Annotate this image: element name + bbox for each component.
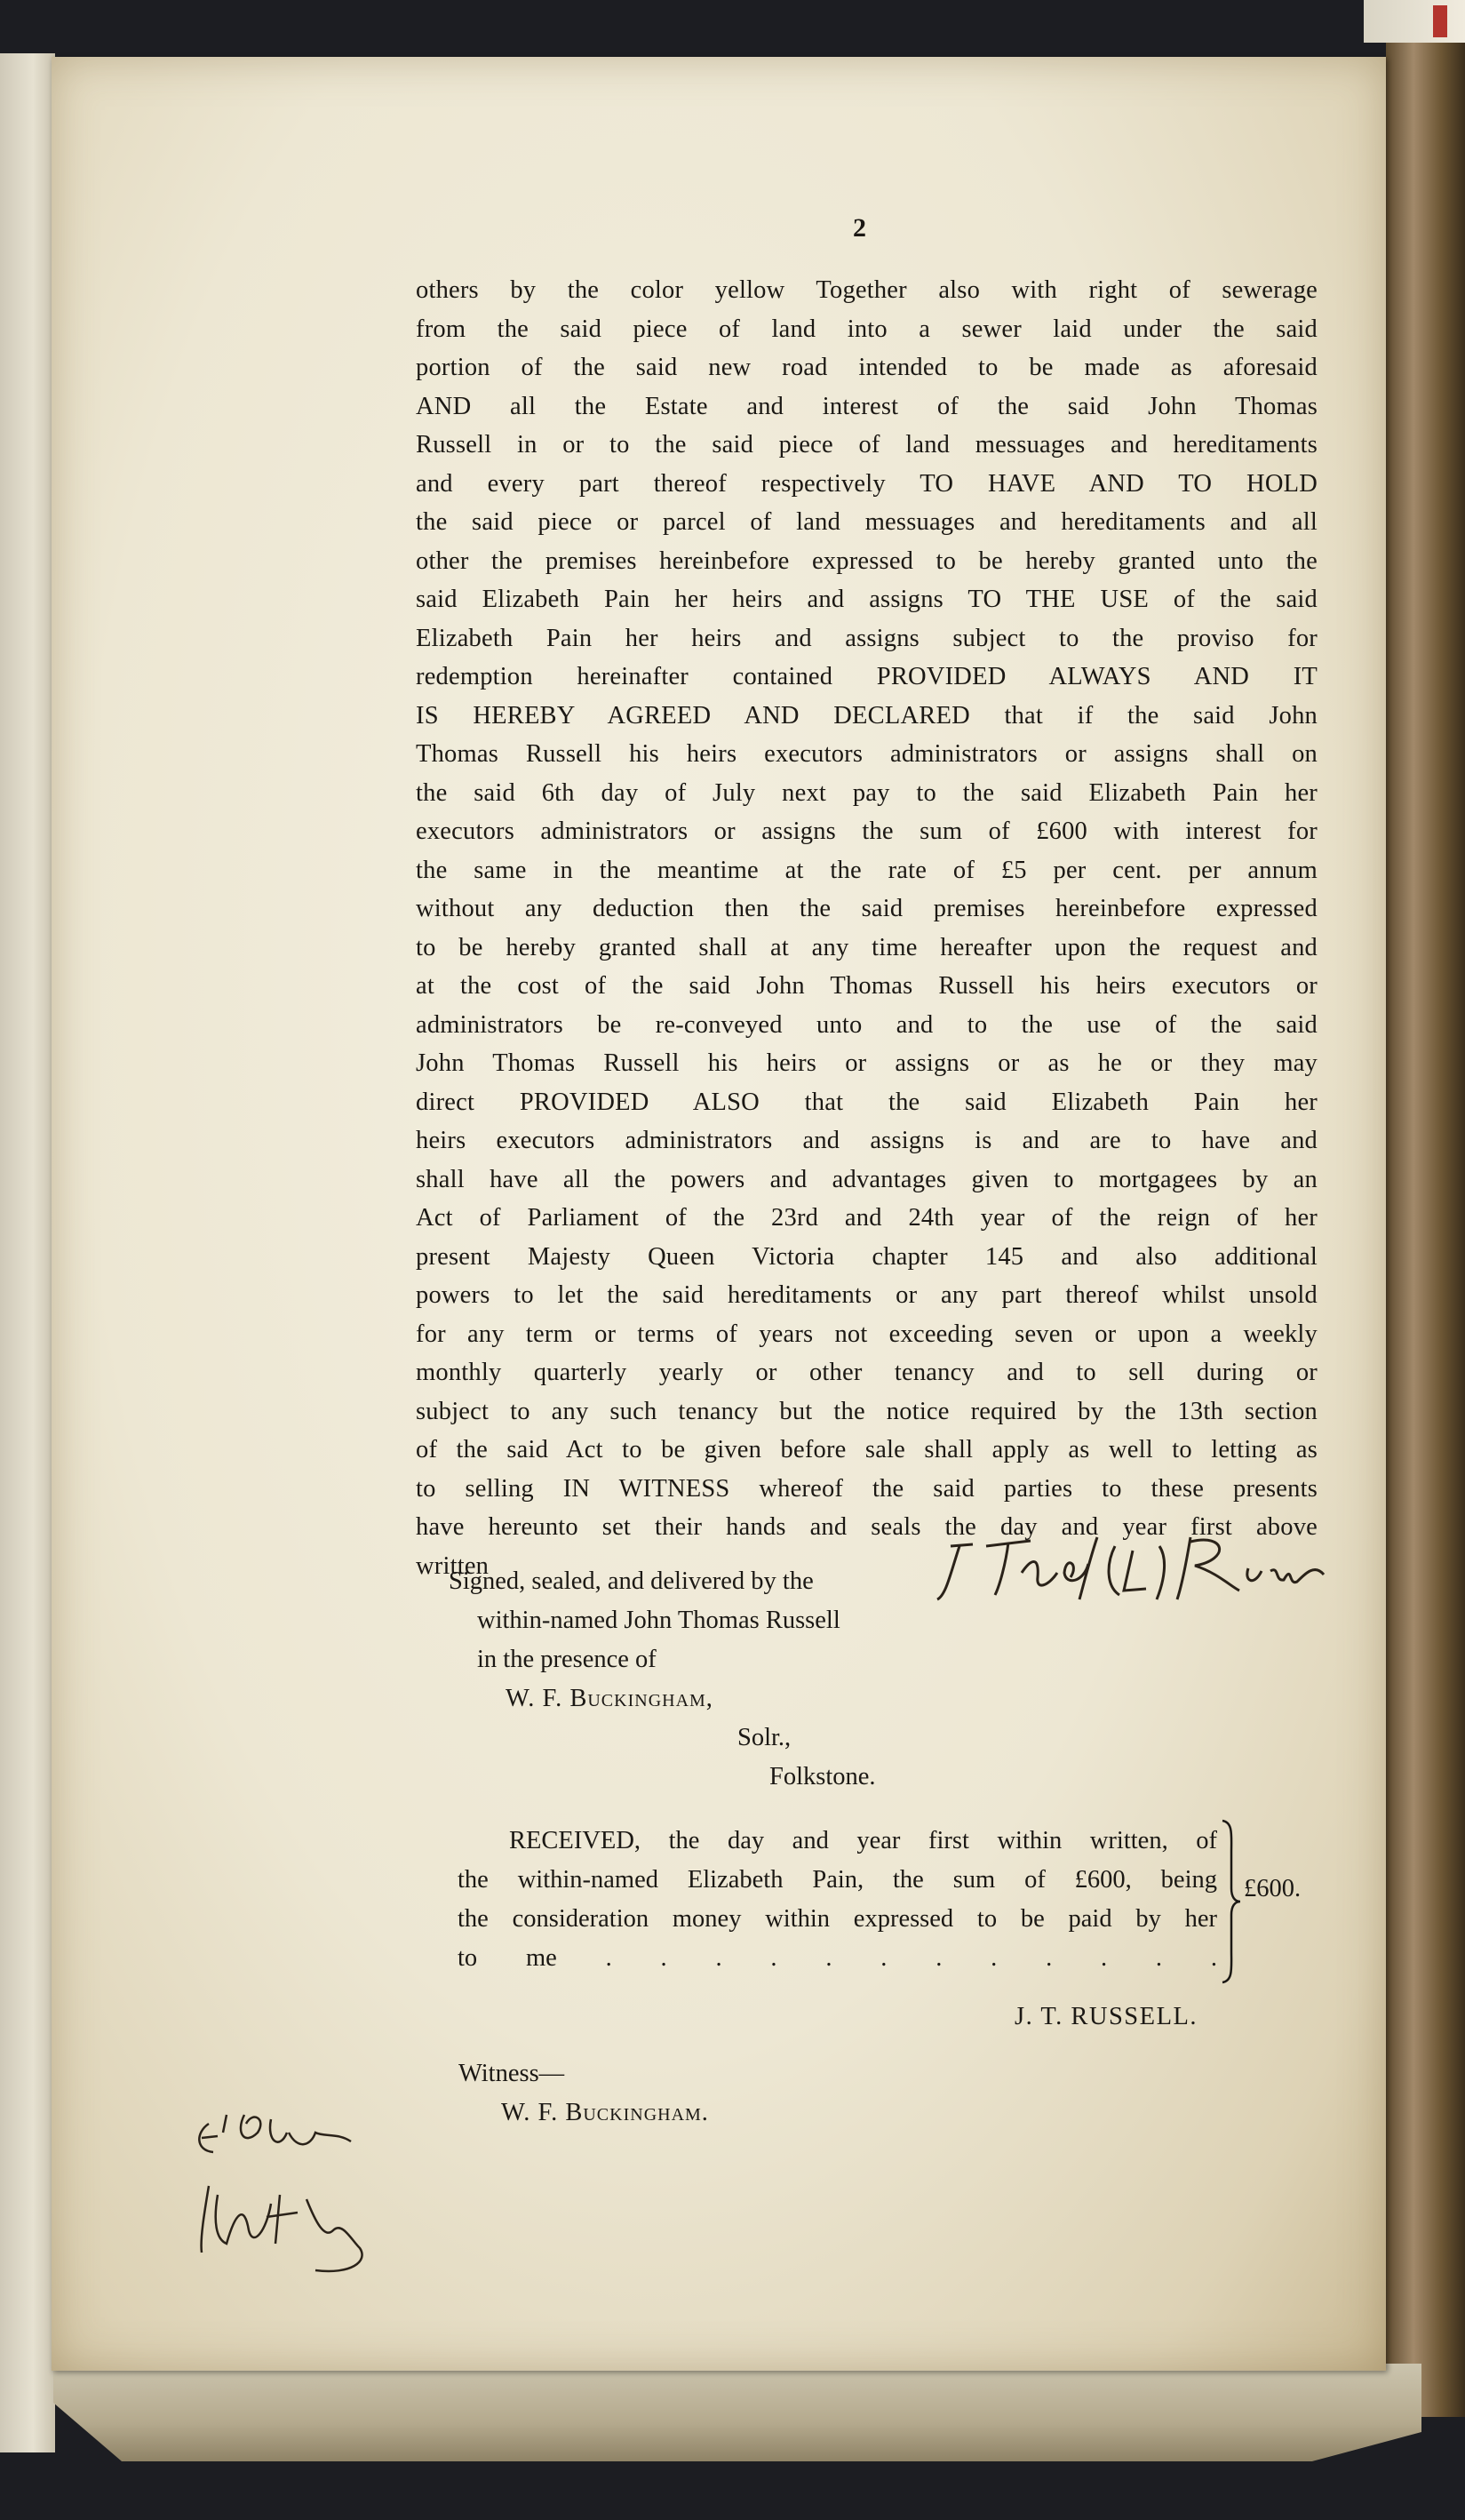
witness-label: Witness—	[458, 2060, 565, 2087]
body-line: present Majesty Queen Victoria chapter 145 and also additional	[416, 1242, 1318, 1271]
witness-name-final: W. F. Buckingham.	[501, 2099, 709, 2126]
deed-body-text	[416, 271, 1318, 1585]
body-line: written	[416, 1551, 490, 1580]
receipt-signatory: J. T. RUSSELL.	[1015, 2003, 1198, 2030]
body-line: other the premises hereinbefore expressed to be hereby granted unto the	[416, 546, 1318, 575]
receipt-amount: £600.	[1244, 1875, 1302, 1902]
body-line: the same in the meantime at the rate of £5 per cent. per annum	[416, 856, 1318, 884]
receipt-block	[458, 1822, 1217, 1978]
witness-block	[458, 2054, 709, 2133]
body-line: Thomas Russell his heirs executors administrators or assigns shall on	[416, 740, 1318, 768]
witness-title: Solr.,	[737, 1724, 792, 1751]
attestation-block	[449, 1562, 876, 1797]
left-page-edge	[0, 53, 55, 2452]
page-number: 2	[853, 213, 866, 243]
binding-edge	[1386, 36, 1465, 2417]
receipt-line-3: the consideration money within expressed to be paid by her	[458, 1905, 1217, 1933]
bottom-fold	[53, 2364, 1421, 2461]
body-line: administrators be re-conveyed unto and to the use of the said	[416, 1010, 1318, 1039]
body-line: executors administrators or assigns the sum of £600 with interest for	[416, 817, 1318, 845]
signature-image	[924, 1511, 1342, 1617]
body-line: Elizabeth Pain her heirs and assigns subject to the proviso for	[416, 624, 1318, 652]
right-brace	[1219, 1817, 1244, 1986]
body-line: monthly quarterly yearly or other tenancy and to sell during or	[416, 1359, 1318, 1386]
body-line: redemption hereinafter contained PROVIDED ALWAYS AND IT	[416, 663, 1318, 690]
margin-handwriting-image	[182, 2097, 386, 2284]
body-line: from the said piece of land into a sewer laid under the said	[416, 315, 1318, 343]
body-line: Russell in or to the said piece of land messuages and hereditaments	[416, 431, 1318, 459]
body-line: heirs executors administrators and assigns is and are to have and	[416, 1127, 1318, 1154]
body-line: without any deduction then the said premises hereinbefore expressed	[416, 895, 1318, 922]
witness-place: Folkstone.	[769, 1763, 876, 1790]
receipt-line-1: RECEIVED, the day and year first within written, of	[509, 1827, 1217, 1854]
body-line: to be hereby granted shall at any time hereafter upon the request and	[416, 933, 1318, 961]
body-line: the said piece or parcel of land messuages and hereditaments and all	[416, 508, 1318, 536]
body-line: said Elizabeth Pain her heirs and assigns TO THE USE of the said	[416, 586, 1318, 613]
body-line: shall have all the powers and advantages given to mortgagees by an	[416, 1165, 1318, 1193]
body-line: direct PROVIDED ALSO that the said Elizabeth Pain her	[416, 1088, 1318, 1116]
body-line: to selling IN WITNESS whereof the said parties to these presents	[416, 1474, 1318, 1503]
witness-name: W. F. Buckingham,	[506, 1685, 713, 1712]
red-tab-mark	[1433, 5, 1447, 37]
body-line: AND all the Estate and interest of the said John Thomas	[416, 392, 1318, 420]
body-line: powers to let the said hereditaments or any part thereof whilst unsold	[416, 1281, 1318, 1309]
body-line: others by the color yellow Together also with right of sewerage	[416, 276, 1318, 304]
body-line: portion of the said new road intended to be made as aforesaid	[416, 354, 1318, 381]
body-line: and every part thereof respectively TO HAVE AND TO HOLD	[416, 469, 1318, 498]
attestation-line-3: in the presence of	[477, 1646, 657, 1673]
receipt-line-2: the within-named Elizabeth Pain, the sum of £600, being	[458, 1866, 1217, 1894]
attestation-line-1: Signed, sealed, and delivered by the	[449, 1567, 814, 1595]
attestation-line-2: within-named John Thomas Russell	[477, 1607, 840, 1634]
body-line: at the cost of the said John Thomas Russell his heirs executors or	[416, 972, 1318, 1000]
receipt-line-4: to me . . . . . . . . . . . .	[458, 1944, 1217, 1972]
body-line: have hereunto set their hands and seals the day and year first above	[416, 1513, 1318, 1541]
body-line: the said 6th day of July next pay to the said Elizabeth Pain her	[416, 778, 1318, 807]
body-line: for any term or terms of years not exceeding seven or upon a weekly	[416, 1320, 1318, 1348]
body-line: Act of Parliament of the 23rd and 24th year of the reign of her	[416, 1204, 1318, 1232]
corner-tab	[1364, 0, 1465, 43]
body-line: of the said Act to be given before sale shall apply as well to letting as	[416, 1436, 1318, 1463]
body-line: John Thomas Russell his heirs or assigns or as he or they may	[416, 1049, 1318, 1077]
body-line: IS HEREBY AGREED AND DECLARED that if the said John	[416, 701, 1318, 730]
body-line: subject to any such tenancy but the notice required by the 13th section	[416, 1397, 1318, 1425]
